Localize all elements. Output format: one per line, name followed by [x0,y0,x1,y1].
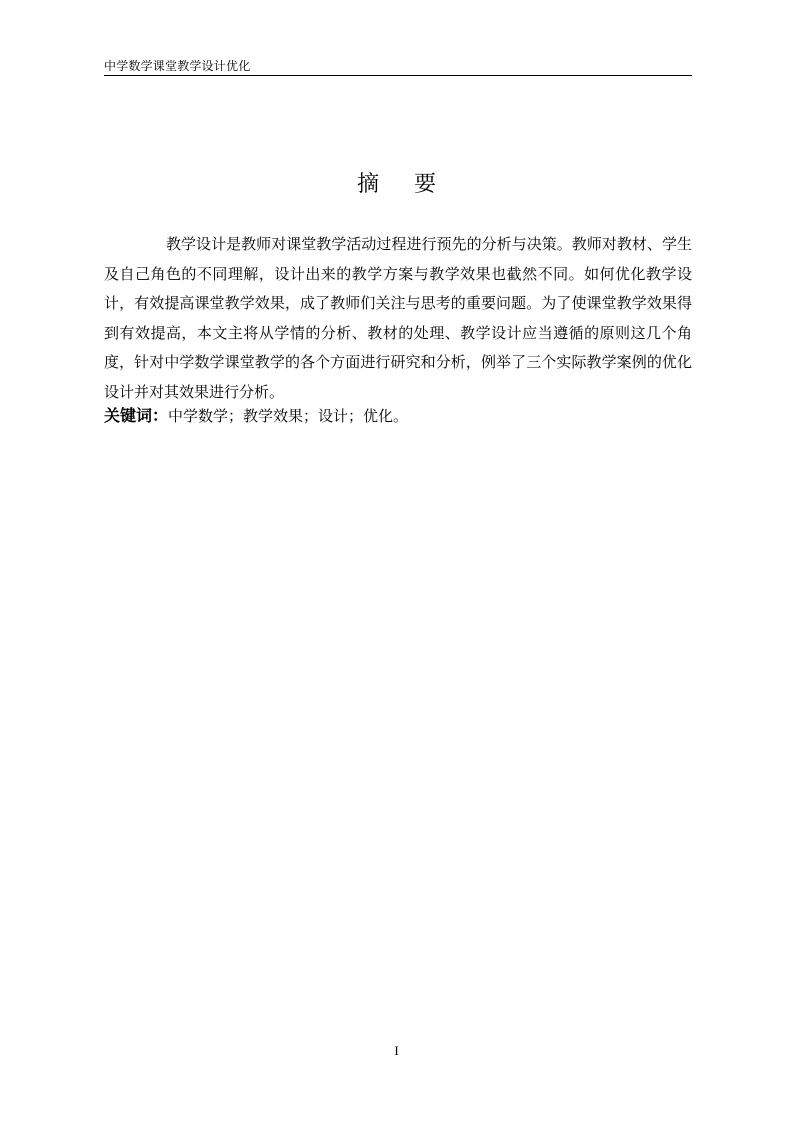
running-header: 中学数学课堂教学设计优化 [104,59,251,73]
keywords-label: 关键词： [104,406,169,425]
abstract-title: 摘 要 [357,172,450,197]
page-number: I [394,1043,399,1058]
header-divider [104,75,692,76]
keywords-value: 中学数学；教学效果；设计；优化。 [168,407,409,425]
abstract-body: 教学设计是教师对课堂教学活动过程进行预先的分析与决策。教师对教材、学生及自己角色的不同理解，设计出来的教学方案与教学效果也截然不同。如何优化教学设计，有效提高课堂教学效果，成了教师们关注与思考的重要问题。为了使课堂教学效果得到有效提高，本文主将从学情的分析、教材的处理、教学设计应当遵循的原则这几个角度，针对中学数学课堂教学的各个方面进行研究和分析，例举了三个实际教学案例的优化设计并对其效果进行分析。 [104,235,692,401]
keywords-line [104,401,692,432]
